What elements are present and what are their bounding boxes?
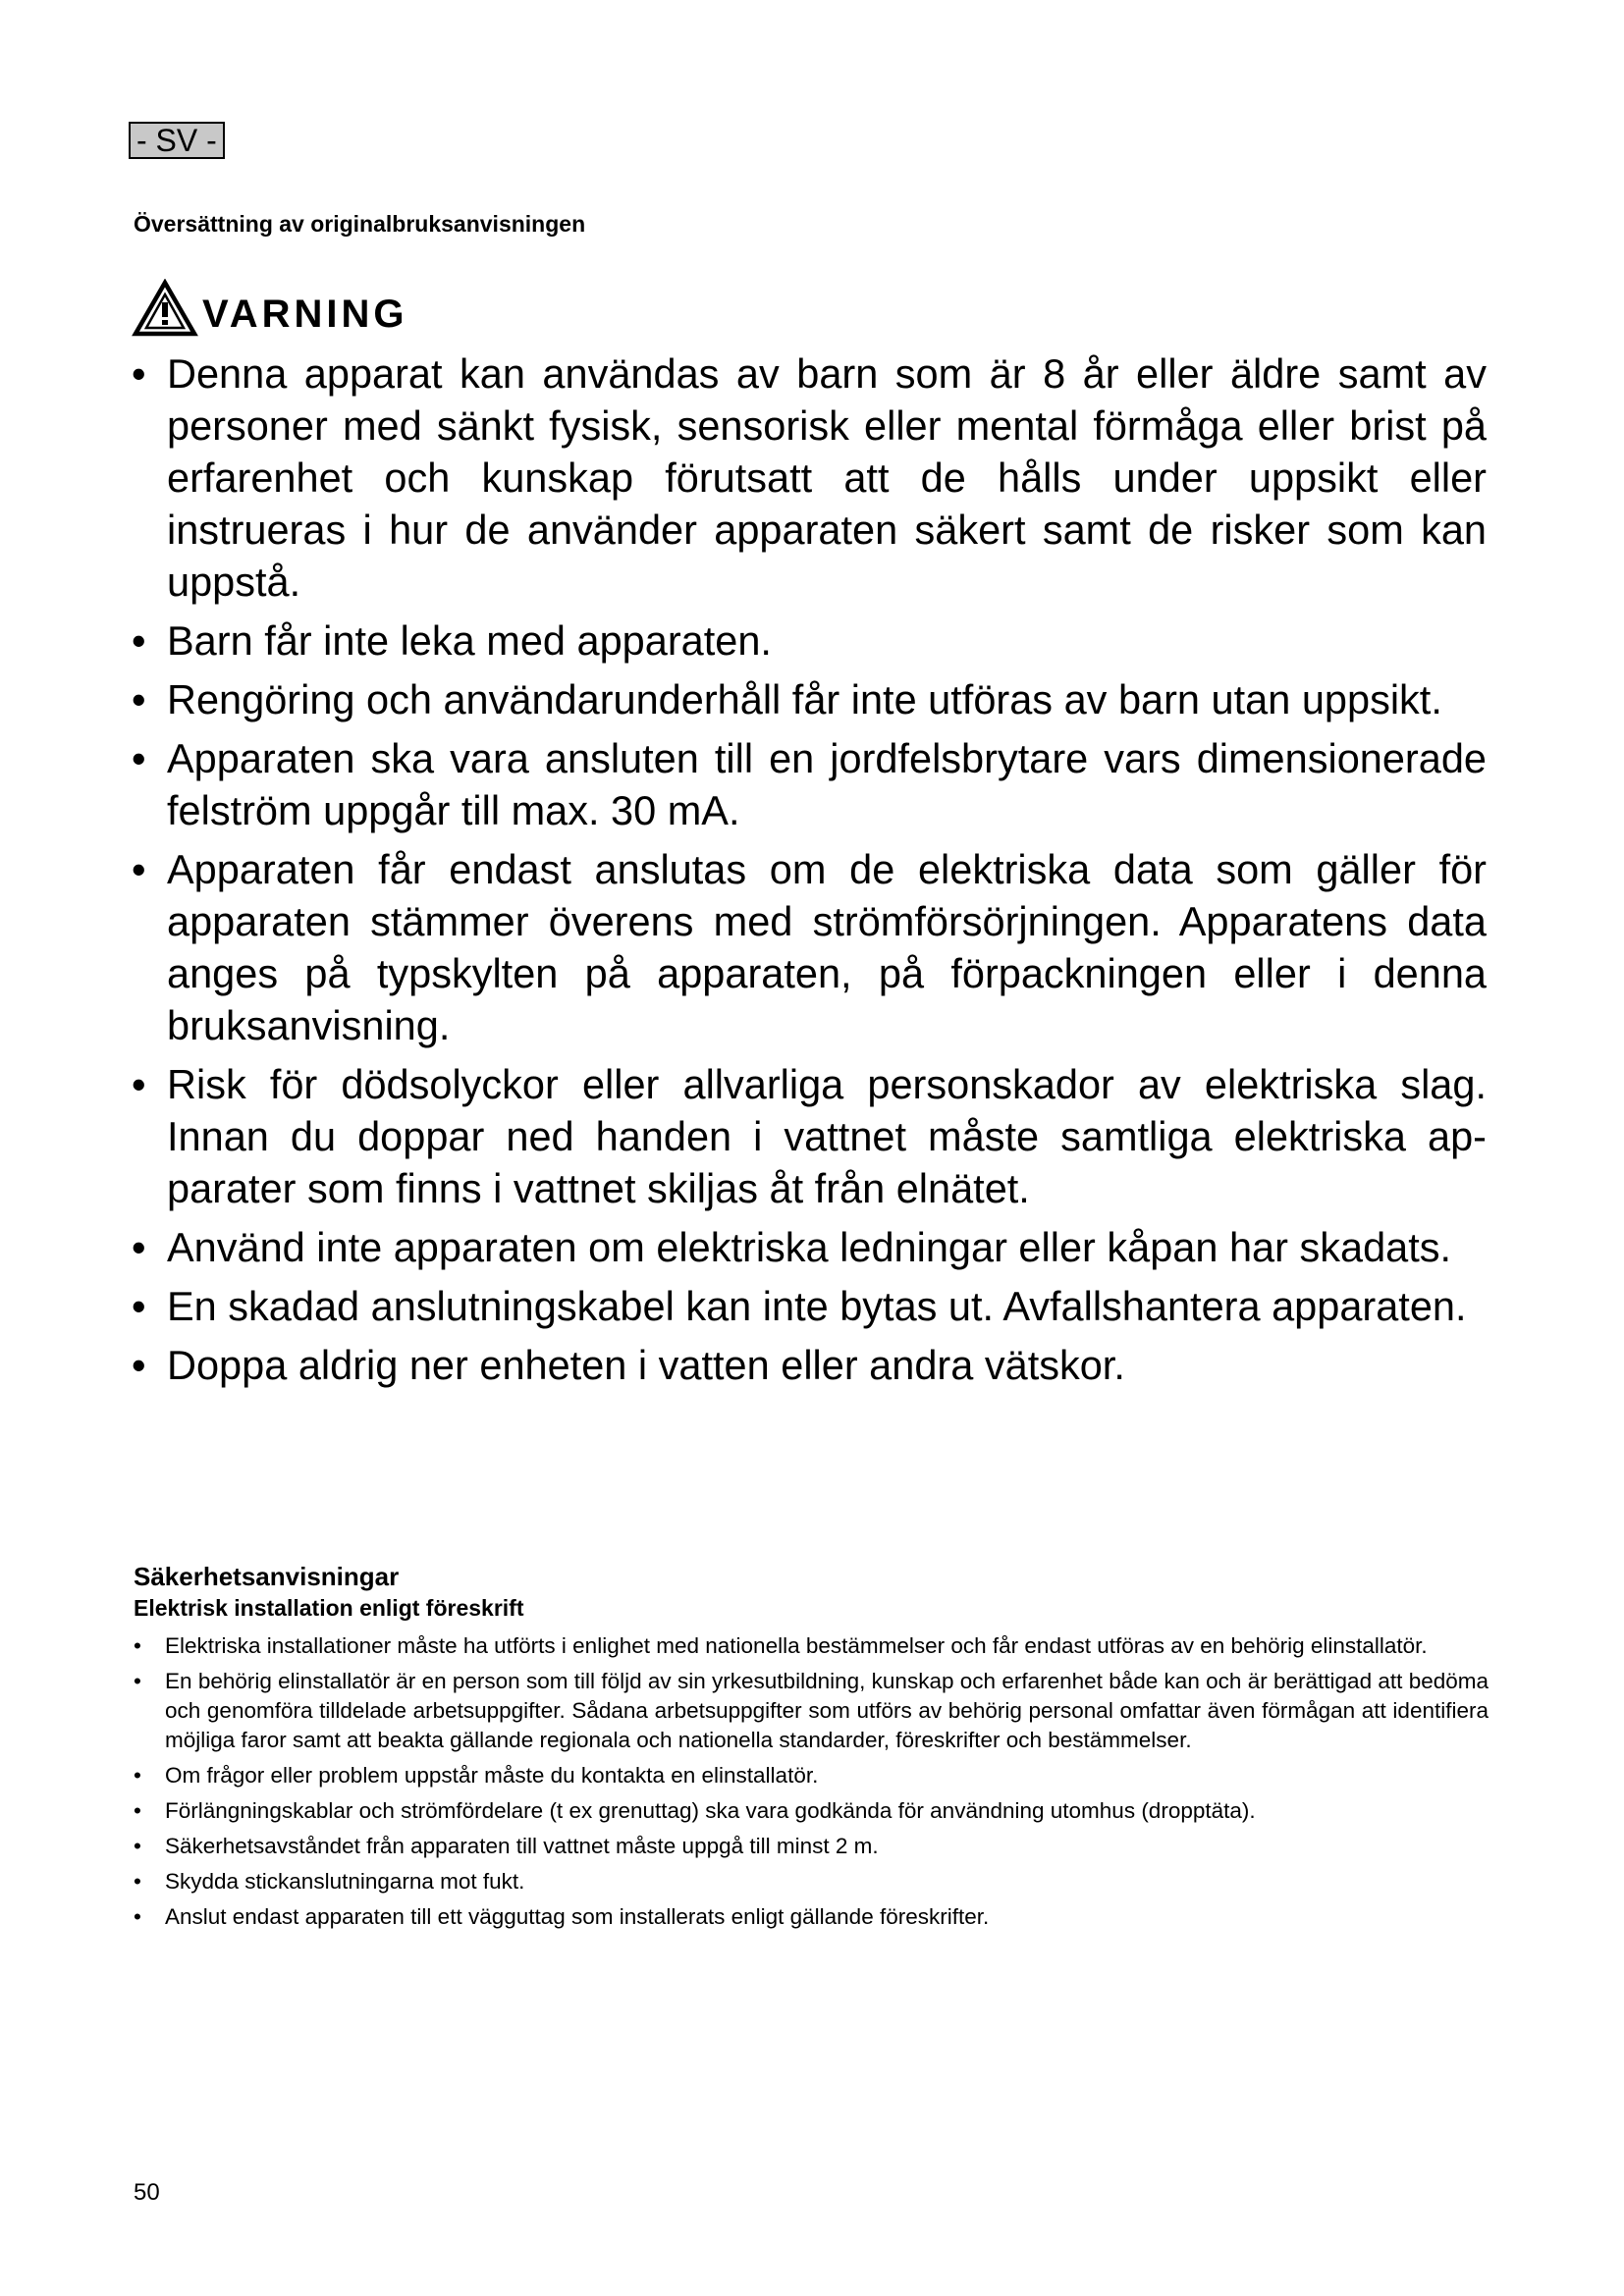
warning-list [132, 347, 1487, 1398]
safety-item-text: Förlängningskablar och strömfördelare (t ex grenuttag) ska vara godkända för användning utomhus (dropptäta). [165, 1798, 1256, 1823]
safety-list [134, 1631, 1489, 1938]
bullet-icon: • [134, 1869, 141, 1894]
bullet-icon: • [134, 1798, 141, 1823]
safety-item-text: Anslut endast apparaten till ett vägguttag som installerats enligt gällande föreskrifter. [165, 1904, 990, 1929]
safety-item-text: Skydda stickanslutningarna mot fukt. [165, 1869, 525, 1894]
safety-item-text: En behörig elinstallatör är en person som till följd av sin yrkesutbildning, kunskap och erfarenhet både kan och är berättigad att bedöma och genomföra tilldelade arbetsuppgifter. Sådana arbetsuppgifter som utförs av behörig personal omfattar även förmågan att identifiera möjliga faror samt att beakta gällande regionala och nationella standarder, föreskrifter och bestämmelser. [165, 1669, 1489, 1752]
warning-item-text: Risk för dödsolyckor eller allvarliga personskador av elektriska slag. Innan du doppar ned handen i vattnet måste samtliga elektriska apparater som finns i vattnet skiljas åt från elnätet. [167, 1061, 1487, 1211]
safety-subheading: Elektrisk installation enligt föreskrift [134, 1595, 524, 1621]
bullet-icon: • [132, 676, 146, 722]
warning-item [132, 1058, 1487, 1214]
bullet-icon: • [132, 1342, 146, 1388]
bullet-icon: • [132, 617, 146, 664]
page-number: 50 [134, 2179, 160, 2206]
safety-heading: Säkerhetsanvisningar [134, 1562, 400, 1591]
warning-item [132, 614, 1487, 667]
warning-triangle-icon [132, 279, 198, 338]
language-tag: - SV - [129, 122, 225, 159]
warning-item [132, 1221, 1487, 1273]
bullet-icon: • [132, 350, 146, 397]
bullet-icon: • [134, 1834, 141, 1858]
safety-item-text: Säkerhetsavståndet från apparaten till vattnet måste uppgå till minst 2 m. [165, 1834, 879, 1858]
warning-item [132, 1280, 1487, 1332]
safety-item [134, 1796, 1489, 1826]
bullet-icon: • [134, 1763, 141, 1788]
safety-item [134, 1902, 1489, 1932]
warning-item-text: En skadad anslutningskabel kan inte bytas ut. Avfallshantera apparaten. [167, 1283, 1467, 1329]
safety-item-text: Elektriska installationer måste ha utförts i enlighet med nationella bestämmelser och får endast utföras av en behörig elinstallatör. [165, 1633, 1428, 1658]
safety-item-text: Om frågor eller problem uppstår måste du kontakta en elinstallatör. [165, 1763, 819, 1788]
warning-item-text: Denna apparat kan användas av barn som är 8 år eller äldre samt av personer med sänkt fysisk, sensorisk eller mental förmåga eller brist på erfarenhet och kunskap förutsatt att de hålls under uppsikt eller instrueras i hur de använder apparaten säkert samt de risker som kan uppstå. [167, 350, 1487, 605]
safety-item [134, 1867, 1489, 1896]
document-subtitle: Översättning av originalbruksanvisningen [134, 211, 586, 237]
warning-item [132, 347, 1487, 608]
warning-item [132, 673, 1487, 725]
warning-item-text: Doppa aldrig ner enheten i vatten eller andra vätskor. [167, 1342, 1125, 1388]
bullet-icon: • [132, 1283, 146, 1329]
warning-item-text: Apparaten ska vara ansluten till en jordfelsbrytare vars dimensionerade felström uppgår till max. 30 mA. [167, 735, 1487, 833]
warning-item [132, 732, 1487, 836]
bullet-icon: • [134, 1669, 141, 1693]
bullet-icon: • [134, 1633, 141, 1658]
bullet-icon: • [134, 1904, 141, 1929]
warning-item-text: Apparaten får endast anslutas om de elektriska data som gäller för apparaten stämmer överens med strömförsörjningen. Apparatens data anges på typskylten på apparaten, på förpackningen eller i denna bruksanvisning. [167, 846, 1487, 1048]
safety-item [134, 1667, 1489, 1755]
warning-title: VARNING [202, 293, 408, 336]
bullet-icon: • [132, 1224, 146, 1270]
bullet-icon: • [132, 846, 146, 892]
warning-item [132, 843, 1487, 1051]
warning-item-text: Använd inte apparaten om elektriska ledningar eller kåpan har skadats. [167, 1224, 1452, 1270]
warning-item [132, 1339, 1487, 1391]
warning-heading [132, 277, 407, 338]
warning-item-text: Barn får inte leka med apparaten. [167, 617, 772, 664]
warning-item-text: Rengöring och användarunderhåll får inte utföras av barn utan uppsikt. [167, 676, 1442, 722]
safety-item [134, 1631, 1489, 1661]
safety-item [134, 1761, 1489, 1790]
bullet-icon: • [132, 1061, 146, 1107]
bullet-icon: • [132, 735, 146, 781]
safety-item [134, 1832, 1489, 1861]
